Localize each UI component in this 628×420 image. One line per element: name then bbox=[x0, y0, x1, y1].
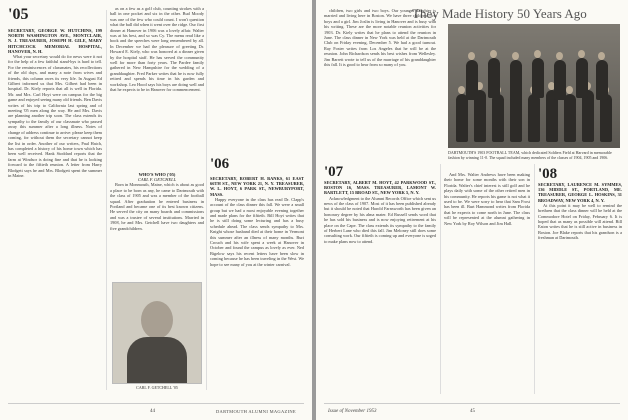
column-1-text: What your secretary would do for news were it not for the help of a few faithful stand-bys is hard to tell. For the reminiscences of classmates, his recollections of the old days, and many a note from wives and friends, this column owes its very life. In August Ed Gilbert informed us that Mrs. Gilbert had been in hospital. Dr. Kiely reports that all is well in Florida. Mr. and Mrs. Carl Hoyt were on campus for the big game and enjoyed seeing many old friends. Ben Davis writes of his trip to California last spring and of meeting '05 men along the way. He and Mrs. Davis are planning another trip soon. The class extends its sympathy to the family of our classmate who passed away this summer after a long illness. Notes of change of address continue to arrive: please keep them coming, for without them the secretary cannot keep the list in order. Another of our writers, Paul Hatch, has completed a history of his home town which has been well received. Hank Stoddard reports that the farm at Windsor is doing fine and that he is looking forward to the fiftieth reunion. A letter from Harry Blodgett says he and Mrs. Blodgett spent the summer in Maine. bbox=[8, 54, 102, 178]
column-3-heading: SECRETARY, ROBERT H. BANKS, 61 EAST 66TH ST., NEW YORK 21, N. Y. TREASURER, W. L. HOYT, 6 PARK ST., NEWBURYPORT, MASS. bbox=[210, 176, 304, 197]
magazine-name: DARTMOUTH ALUMNI MAGAZINE bbox=[216, 409, 296, 414]
column-divider bbox=[440, 164, 441, 394]
whos-who-box bbox=[110, 172, 204, 280]
class-year-badge-08: '08 bbox=[538, 166, 558, 182]
column-divider bbox=[106, 10, 107, 390]
issue-date: Issue of November 1953 bbox=[328, 409, 377, 414]
portrait-caption: CARL F. GETCHELL '05 bbox=[136, 385, 178, 390]
football-team-photo bbox=[448, 24, 620, 148]
left-column-1 bbox=[8, 28, 102, 398]
right-column-2-text: Acknowledgment to the Alumni Records Office which sent us news of the class of 1907. Most of it has been published already but it should be noted that Harold Farnsworth has been given an honorary degree by his alma mater. Ed Russell sends word that he has sold his business and is now enjoying retirement at his place on the Cape. The class extends its sympathy to the family of Herbert Lane who died this fall. Jim Meloney still does some consulting work. Our fiftieth is coming up and everyone is urged to make plans now to attend. bbox=[324, 195, 436, 244]
team-photo-caption: DARTMOUTH'S 1903 FOOTBALL TEAM, which dedicated Soldiers Field at Harvard in memorable fashion by winning 11-0. The squad included many members of the classes of 1904, 1905 and 1906. bbox=[448, 150, 612, 160]
right-column-1 bbox=[324, 8, 436, 160]
column-1-heading: SECRETARY, GEORGE W. HUTCHINS, 199 NORTH WASHINGTON AVE., MONTCLAIR, N. J. TREASURER, JOSEPH H. GILE, MARY HITCHCOCK MEMORIAL HOSPITAL, HANOVER, N. H. bbox=[8, 28, 102, 54]
whos-who-text: Born in Monmouth, Maine, which is about as good a place to be born as any, he came to Dartmouth with the class of 1905 and was a member of the football squad. After graduation he entered business in Portland and became one of its best known citizens. He served the city on many boards and commissions and was a trustee of several institutions. Married in 1908, he and Mrs. Getchell have two daughters and five grandchildren. bbox=[110, 182, 204, 231]
right-column-3-text: And Mrs. Walter Andrews have been making their home for some months with their son in Florida. Walter's chief interest is still golf and he plays daily with some of the other retired men in his community. He reports his game is not what it used to be. We were sorry to hear that Sam Frost has been ill. Burt Hammond writes from Florida that he expects to come north in June. The class will be represented at the alumni gathering in New York by Roy Wilson and Jim Hall. bbox=[444, 172, 530, 226]
right-page bbox=[316, 0, 628, 420]
column-divider bbox=[206, 10, 207, 390]
right-column-1-text: children, two girls and two boys. Our younger daughter is married and living here in Boston. We have three children, two boys and a girl. Jim Joslin is living in Hanover and is busy with his writing. These are the more notable reunion activities for 1903. Dr. Kiely writes that he plans to attend the reunion in June. The class dinner in New York was held at the Dartmouth Club on Friday evening, December 5. We had a good turnout. Ray Foster writes from Los Angeles that he will be at the reunion. John Richardson sends his best wishes from Wellesley. Jim Barrett wrote to tell us of the marriage of his granddaughter this fall. It is good to hear from so many of you. bbox=[324, 8, 436, 68]
class-year-badge-05: '05 bbox=[8, 6, 29, 23]
class-year-badge-07: '07 bbox=[324, 164, 344, 180]
right-column-1-lower bbox=[324, 164, 436, 290]
page-number-right: 45 bbox=[470, 409, 475, 414]
whos-who-heading: WHO'S WHO ('05) bbox=[138, 172, 176, 177]
left-column-3-top bbox=[210, 6, 304, 148]
footer-rule bbox=[324, 403, 620, 404]
column-3-text: Happy everyone in the class has read Dr. Clapp's account of the class dinner this fall. We were a small group but we had a most enjoyable evening together and made plans for the fiftieth. Bill Hoyt writes that he is still doing some lecturing and has a busy schedule ahead. The class sends sympathy to Mrs. Knight whose husband died at their home in Vermont this summer after an illness of many months. Burt Crouch and his wife spent a week at Hanover in October and found the campus as lovely as ever. Ned Bigelow says his recent letters have been slow in coming because he has been traveling in the West. We hope to see many of you at the winter carnival. bbox=[210, 196, 304, 267]
left-page bbox=[0, 0, 312, 420]
getchell-portrait-photo bbox=[112, 282, 202, 384]
column-divider bbox=[534, 164, 535, 394]
right-column-4-heading: SECRETARY, LAURENCE M. SYMMES, 136 MIDDLE ST., PORTLAND, ME. TREASURER, GEORGE L. HOSKINS, 31 BROADWAY, NEW YORK 4, N. Y. bbox=[538, 182, 622, 203]
footer-rule bbox=[8, 403, 304, 404]
feature-title: They Made History 50 Years Ago bbox=[412, 6, 587, 21]
whos-who-name: CARL F. GETCHELL bbox=[137, 177, 177, 183]
right-column-2-heading: SECRETARY, ALBERT M. HOYT, 42 PARKWOOD ST., BOSTON 16, MASS. TREASURER, LAMONT W. BARTLETT, 15 BROAD ST., NEW YORK 5, N. Y. bbox=[324, 180, 436, 196]
left-column-3 bbox=[210, 176, 304, 398]
right-column-3 bbox=[444, 172, 530, 398]
right-column-4-text: At this point it may be well to remind the brethren that the class dinner will be held at the Commodore Hotel on Friday, February 6. It is hoped that as many as possible will attend. Bill Eaton writes that he is still active in business in Boston. Joe Blake reports that his grandson is a freshman at Dartmouth. bbox=[538, 202, 622, 241]
left-column-2 bbox=[110, 6, 204, 170]
right-column-4 bbox=[538, 166, 622, 398]
page-number-left: 44 bbox=[150, 409, 155, 414]
class-year-badge-06: '06 bbox=[210, 156, 230, 172]
column-2-text: as on a few as a golf club, counting strokes with a ball in one pocket and six in the other. Bud Moody was one of the few who could count. I won't question what the ball did when it went over the ridge. Our first dinner at Hanover in 1906 was a lovely affair. Walter was at his best, and so was Cy. The menu read like a book and the speeches were long remembered by all. In December we had the pleasure of greeting Dr. Howard E. Kiely, who was honored at a dinner given by the hospital staff. He has served the community well for more than forty years. The Pardee family gathered in New Hampshire for the wedding of a granddaughter. Fred Parker writes that he is now fully retired and spends his time in his garden and workshop. Leo Hood says his boys are doing well and that he expects to be in Hanover for commencement. bbox=[110, 6, 204, 93]
